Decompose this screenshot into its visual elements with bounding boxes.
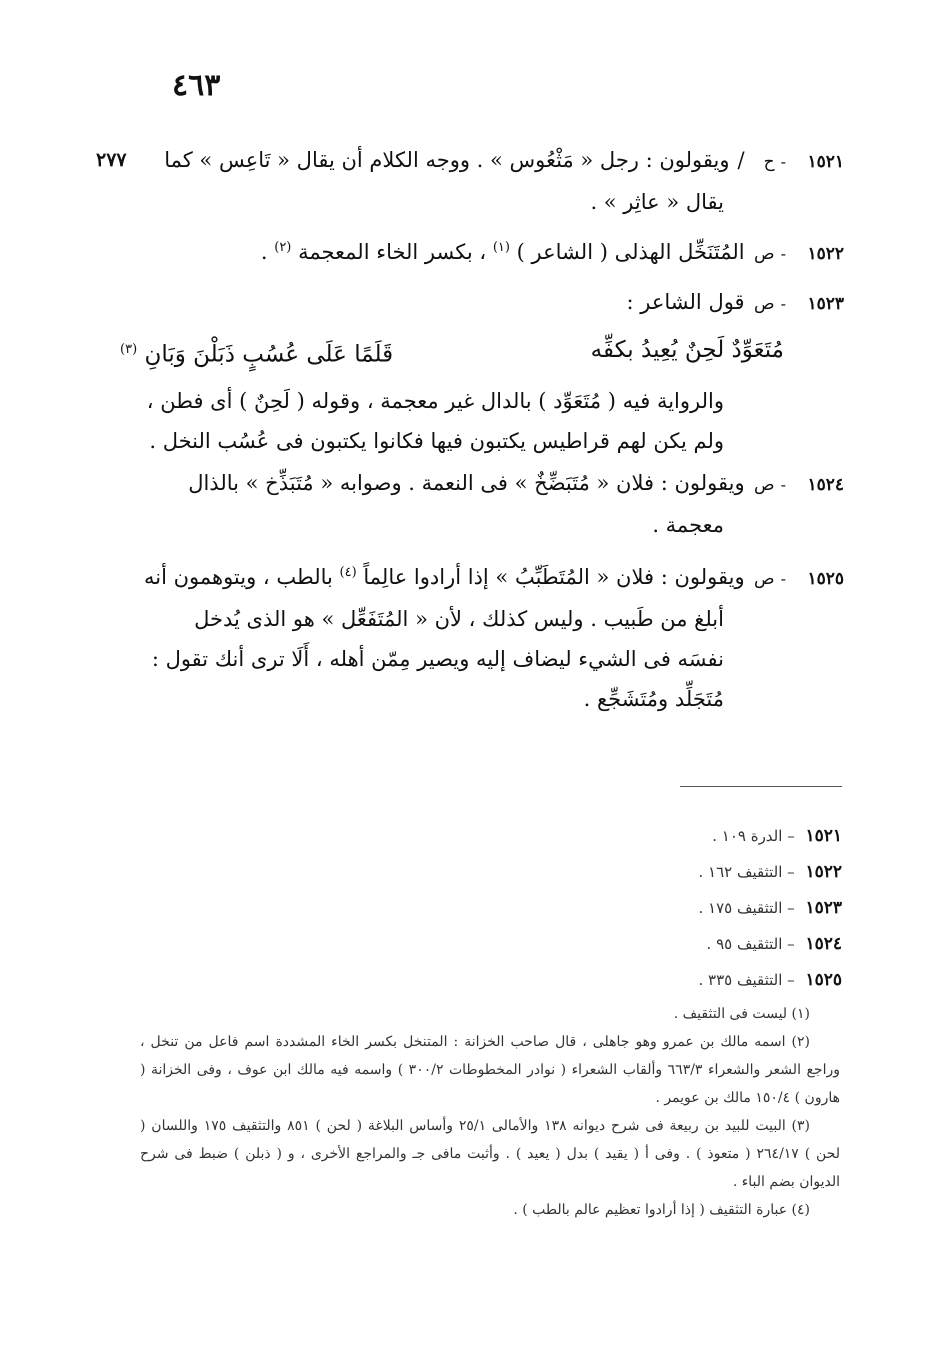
footnote-ref: (١) (492, 240, 510, 255)
reference-number: ١٥٢٣ (805, 898, 842, 918)
entry-1525 (96, 553, 844, 719)
poetry-verse (120, 324, 784, 381)
reference-number: ١٥٢٢ (805, 862, 842, 882)
entry-text: قول الشاعر : (626, 290, 745, 314)
footnote: (١) ليست فى التثقيف . (673, 1006, 810, 1022)
entry-text: ويقولون : فلان « مُتَبَضِّخٌ » فى النعمة . وصوابه « مُتَبَذِّخ » بالذال (188, 470, 745, 495)
footnote-divider (680, 786, 842, 787)
text-part: ويقولون : فلان « المُتَطَبِّبُ » إذا أرادوا عالِماً (363, 564, 745, 589)
reference-line (560, 854, 842, 890)
entry-head (96, 463, 844, 505)
source-letter: ص (754, 294, 775, 314)
reference-line (560, 926, 842, 962)
verse-text: قَلَمًا عَلَى عُسُبٍ ذَبَلْنَ وَبَانِ (144, 341, 394, 368)
entry-1521 (96, 140, 844, 222)
footnote-ref: (٢) (274, 240, 292, 255)
entry-1524 (96, 463, 844, 545)
reference-line (560, 818, 842, 854)
source-letter: ص (754, 568, 775, 589)
entry-dash: - (780, 244, 786, 263)
footnote-ref: (٤) (339, 564, 357, 580)
slash-mark: / (737, 148, 745, 172)
verse-hemistich-first: مُتَعَوِّدٌ لَحِنٌ يُعِيدُ بكفِّه (590, 337, 784, 363)
entry-line: نفسَه فى الشيء ليضاف إليه ويصير مِمّن أهله ، أَلَا ترى أنك تقول : (151, 646, 724, 671)
entry-line: مُتَجَلِّد ومُتَشَجِّع . (583, 686, 724, 711)
entry-head (96, 140, 844, 182)
reference-line (560, 962, 842, 998)
entry-text (96, 228, 745, 272)
reference-text: – التثقيف ٩٥ . (706, 935, 795, 953)
entry-text: ويقولون : رجل « مَثْعُوس » . ووجه الكلام أن يقال « تَاعِس » كما (164, 148, 730, 172)
entry-1522 (96, 228, 844, 274)
entry-number: ١٥٢٥ (807, 568, 844, 589)
reference-number: ١٥٢٤ (805, 934, 842, 954)
entry-number: ١٥٢٣ (807, 294, 844, 314)
entry-continuation: يقال « عاثِر » . (590, 190, 724, 214)
entry-dash: - (780, 474, 786, 494)
margin-reference: ٢٧٧ (96, 149, 127, 171)
page-number: ٤٦٣ (172, 68, 221, 103)
entry-line: ولم يكن لهم قراطيس يكتبون فيها فكانوا يكتبون فى عُسُب النخل . (149, 428, 724, 453)
reference-line (560, 890, 842, 926)
entry-head (96, 553, 844, 599)
entry-line: والرواية فيه ( مُتَعَوِّد ) بالدال غير معجمة ، وقوله ( لَحِنٌ ) أى فطن ، (146, 388, 724, 413)
reference-text: – التثقيف ١٧٥ . (698, 899, 795, 917)
entry-dash: - (780, 294, 786, 313)
verse-hemistich-second (120, 324, 393, 381)
reference-text: – التثقيف ٣٣٥ . (698, 971, 795, 989)
entry-number: ١٥٢٢ (807, 244, 844, 264)
entry-head (96, 228, 844, 274)
entry-continuation: معجمة . (652, 512, 724, 537)
text-part: المُتَنَخِّل الهذلى ( الشاعر ) (516, 240, 745, 264)
source-letter: ص (754, 474, 775, 495)
text-part: بالطب ، ويتوهمون أنه (143, 564, 333, 589)
source-letter: ص (754, 244, 775, 264)
entry-head (96, 282, 844, 324)
reference-text: – الدرة ١٠٩ . (712, 827, 795, 845)
entry-text (96, 553, 745, 597)
entry-dash: - (780, 152, 786, 171)
entry-dash: - (780, 568, 786, 588)
entry-1523 (96, 282, 844, 461)
footnote-ref: (٣) (120, 342, 138, 357)
entry-number: ١٥٢١ (807, 152, 844, 172)
footnote: (٢) اسمه مالك بن عمرو وهو جاهلى ، قال صاحب الخزانة : المتنخل بكسر الخاء المشددة اسم فاعل من تنخل ، وراجع الشعر والشعراء ٦٦٣/٣ وألقاب الشعراء ( نوادر المخطوطات ٣٠٠/٢ ) واسمه فيه مالك ابن عوف ، وفى الخزانة ( هارون ) ١٥٠/٤ مالك بن عويمر . (140, 1034, 840, 1106)
footnote: (٣) البيت للبيد بن ربيعة فى شرح ديوانه ١٣٨ والأمالى ٢٥/١ وأساس البلاغة ( لحن ) ٨٥١ والتثقيف ١٧٥ واللسان ( لحن ) ٢٦٤/١٧ ( متعوذ ) . وفى أ ( يقيد ) بدل ( يعيد ) . وأثبت مافى جـ والمراجع الأخرى ، و ( ذبلن ) ضبط فى شرح الديوان بضم الباء . (140, 1118, 841, 1190)
source-letter: ح (763, 152, 775, 172)
entries-section (96, 140, 844, 719)
entry-number: ١٥٢٤ (807, 474, 844, 495)
reference-number: ١٥٢٥ (805, 970, 842, 990)
entry-line: أبلغ من طَبيب . وليس كذلك ، لأن « المُتَفَعِّل » هو الذى يُدخل (194, 606, 724, 631)
reference-number: ١٥٢١ (805, 826, 842, 846)
reference-text: – التثقيف ١٦٢ . (698, 863, 795, 881)
footnotes (140, 1000, 840, 1224)
text-part: ، بكسر الخاء المعجمة (298, 240, 487, 264)
text-part: . (260, 240, 268, 264)
source-references (560, 818, 842, 998)
footnote: (٤) عبارة التثقيف ( إذا أرادوا تعظيم عالم بالطب ) . (513, 1202, 810, 1218)
